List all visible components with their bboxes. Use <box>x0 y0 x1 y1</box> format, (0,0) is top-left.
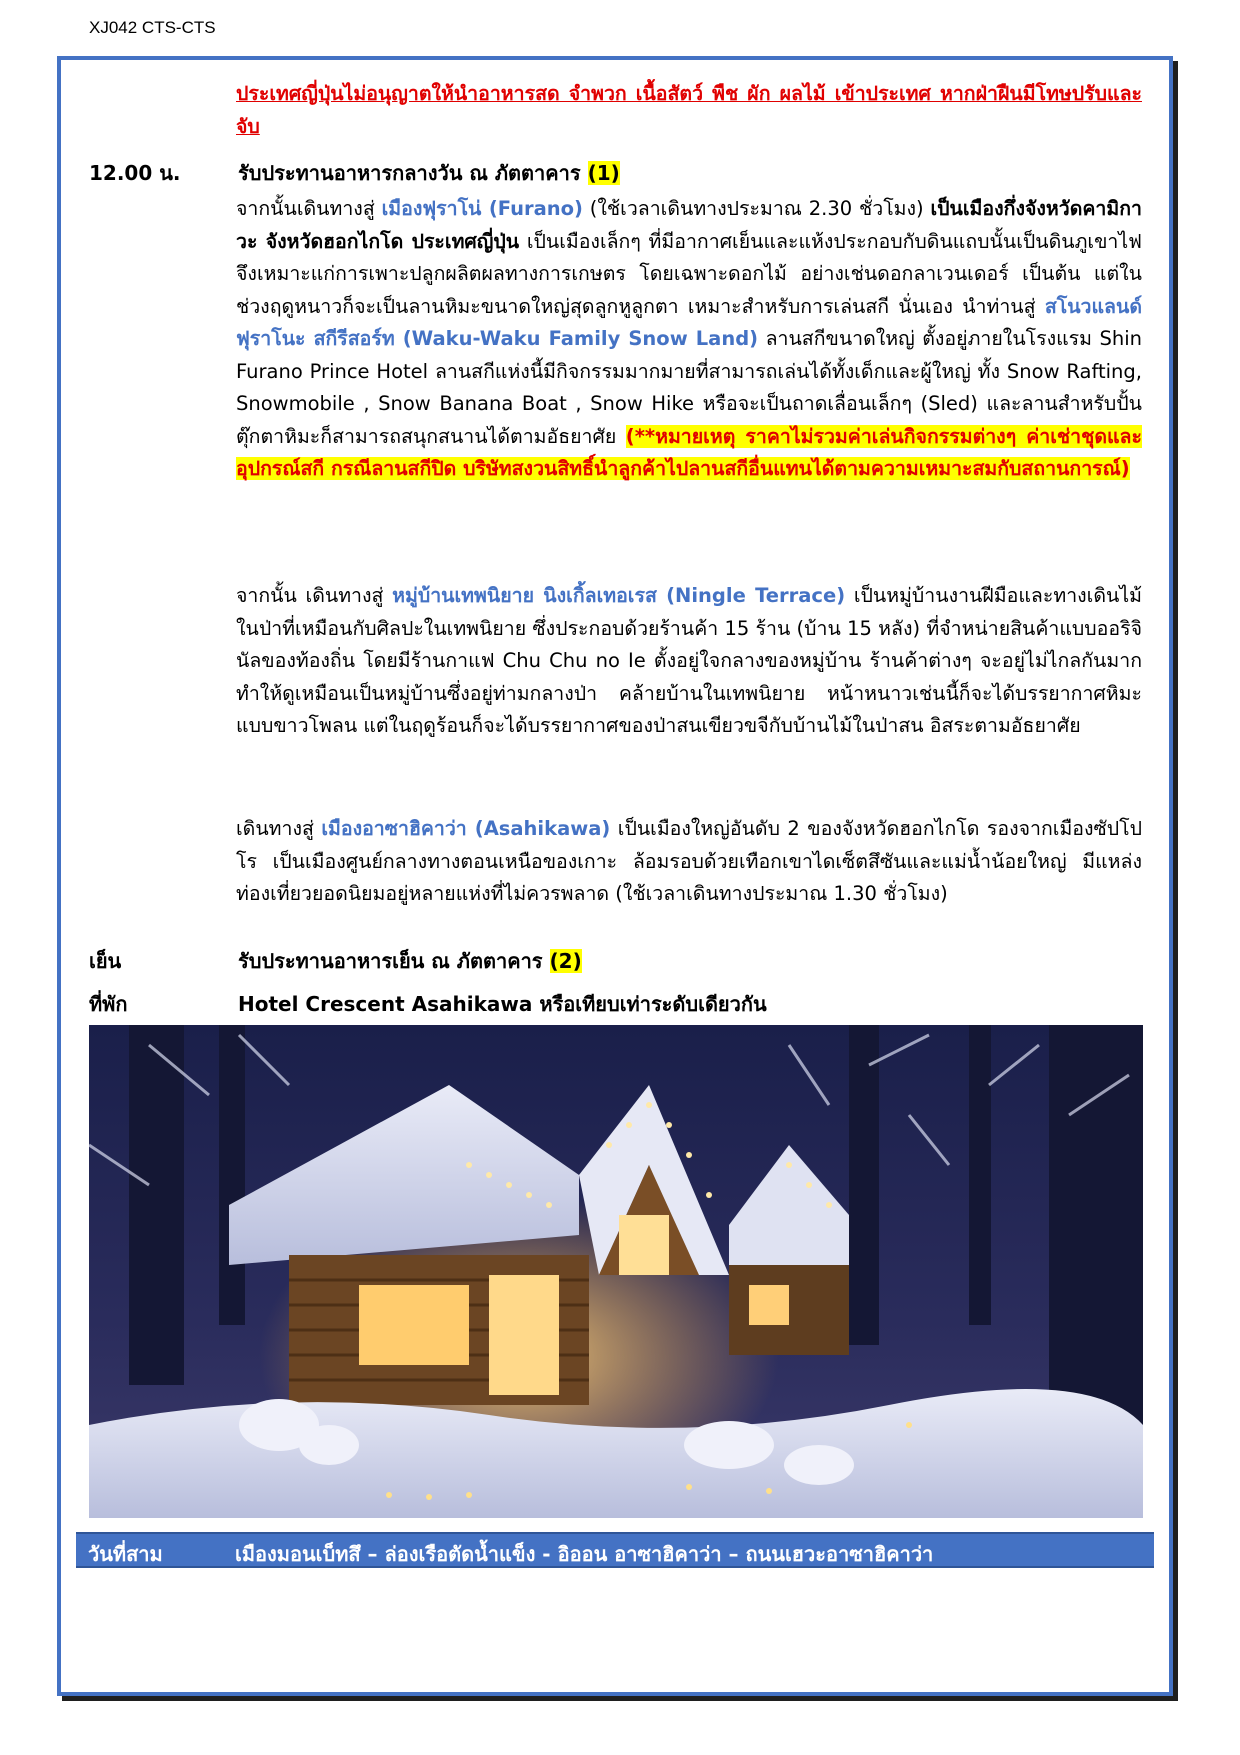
ningle-terrace-photo <box>89 1025 1143 1518</box>
asahikawa-paragraph <box>236 813 1142 911</box>
lunch-meal-number: (1) <box>587 161 620 185</box>
furano-name: เมืองฟุราโน่ (Furano) <box>381 197 583 220</box>
import-warning: ประเทศญี่ปุ่นไม่อนุญาตให้นำอาหารสด จำพวก เนื้อสัตว์ พืช ผัก ผลไม้ เข้าประเทศ หากฝ่าฝืนมีโทษปรับและจับ <box>236 82 1142 138</box>
furano-paragraph <box>236 193 1142 486</box>
text-run: จากนั้นเดินทางสู่ <box>236 197 382 220</box>
document-code: XJ042 CTS-CTS <box>89 18 216 37</box>
ningle-name: หมู่บ้านเทพนิยาย นิงเกิ้ลเทอเรส (Ningle Terrace) <box>392 584 846 607</box>
day3-label: วันที่สาม <box>88 1542 163 1566</box>
day3-title: เมืองมอนเบ็ทสึ – ล่องเรือตัดน้ำแข็ง - อิออน อาซาฮิคาว่า – ถนนเฮวะอาซาฮิคาว่า <box>235 1542 934 1566</box>
text-run: จากนั้น เดินทางสู่ <box>236 584 393 607</box>
lunch-time: 12.00 น. <box>89 161 181 185</box>
furano-description: เป็นเมืองกึ่งจังหวัดคามิกาวะ จังหวัดฮอกไกโด ประเทศญี่ปุ่น <box>236 197 1142 253</box>
ski-note: (**หมายเหตุ ราคาไม่รวมค่าเล่นกิจกรรมต่างๆ ค่าเช่าชุดและอุปกรณ์สกี กรณีลานสกีปิด บริษัทสงวนสิทธิ์นำลูกค้าไปลานสกีอื่นแทนได้ตามความเหมาะสมกับสถานการณ์) <box>236 424 1142 480</box>
ningle-paragraph <box>236 580 1142 743</box>
lunch-row <box>238 157 620 189</box>
day3-header <box>76 1532 1154 1568</box>
dinner-meal-number: (2) <box>549 949 582 973</box>
hotel-text: Hotel Crescent Asahikawa หรือเทียบเท่าระดับเดียวกัน <box>238 992 767 1016</box>
text-run: (ใช้เวลาเดินทางประมาณ 2.30 ชั่วโมง) <box>582 197 931 220</box>
dinner-label: เย็น <box>89 949 122 973</box>
text-run: เป็นหมู่บ้านงานฝีมือและทางเดินไม้ในป่าที่เหมือนกับศิลปะในเทพนิยาย ซึ่งประกอบด้วยร้านค้า 15 ร้าน (บ้าน 15 หลัง) ที่จำหน่ายสินค้าแบบออริจินัลของท้องถิ่น โดยมีร้านกาแฟ Chu Chu no Ie ตั้งอยู่ใจกลางของหมู่บ้าน ร้านค้าต่างๆ จะอยู่ไม่ไกลกันมาก ทำให้ดูเหมือนเป็นหมู่บ้านซึ่งอยู่ท่ามกลางป่า คล้ายบ้านในเทพนิยาย หน้าหนาวเช่นนี้ก็จะได้บรรยากาศหิมะแบบขาวโพลน แต่ในฤดูร้อนก็จะได้บรรยากาศของป่าสนเขียวขจีกับบ้านไม้ในป่าสน อิสระตามอัธยาศัย <box>236 584 1142 737</box>
hotel-label: ที่พัก <box>89 992 128 1016</box>
text-run: เป็นเมืองใหญ่อันดับ 2 ของจังหวัดฮอกไกโด รองจากเมืองซัปโปโร เป็นเมืองศูนย์กลางทางตอนเหนือของเกาะ ล้อมรอบด้วยเทือกเขาไดเซ็ตสึซันและแม่น้ำน้อยใหญ่ มีแหล่งท่องเที่ยวยอดนิยมอยู่หลายแห่งที่ไม่ควรพลาด (ใช้เวลาเดินทางประมาณ 1.30 ชั่วโมง) <box>236 817 1142 905</box>
text-run: เป็นเมืองเล็กๆ ที่มีอากาศเย็นและแห้งประกอบกับดินแถบนั้นเป็นดินภูเขาไฟจึงเหมาะแก่การเพาะปลูกผลิตผลทางการเกษตร โดยเฉพาะดอกไม้ อย่างเช่นดอกลาเวนเดอร์ เป็นต้น แต่ในช่วงฤดูหนาวก็จะเป็นลานหิมะขนาดใหญ่สุดลูกหูลูกตา เหมาะสำหรับการเล่นสกี นั่นเอง นำท่านสู่ <box>236 229 1142 318</box>
dinner-text: รับประทานอาหารเย็น ณ ภัตตาคาร <box>238 949 543 973</box>
text-run: เดินทางสู่ <box>236 817 322 840</box>
asahikawa-name: เมืองอาซาฮิคาว่า (Asahikawa) <box>321 817 611 840</box>
lunch-text: รับประทานอาหารกลางวัน ณ ภัตตาคาร <box>238 161 581 185</box>
snowland-name: สโนวแลนด์ ฟุราโนะ สกีรีสอร์ท (Waku-Waku Family Snow Land) <box>236 294 1142 350</box>
text-run: ลานสกีขนาดใหญ่ ตั้งอยู่ภายในโรงแรม Shin Furano Prince Hotel ลานสกีแห่งนี้มีกิจกรรมมากมายที่สามารถเล่นได้ทั้งเด็กและผู้ใหญ่ ทั้ง Snow Rafting, Snowmobile , Snow Banana Boat , Snow Hike หรือจะเป็นถาดเลื่อนเล็กๆ (Sled) และลานสำหรับปั้นตุ๊กตาหิมะก็สามารถสนุกสนานได้ตามอัธยาศัย <box>236 327 1142 448</box>
dinner-row <box>238 945 582 977</box>
snow-village-illustration <box>89 1025 1143 1518</box>
